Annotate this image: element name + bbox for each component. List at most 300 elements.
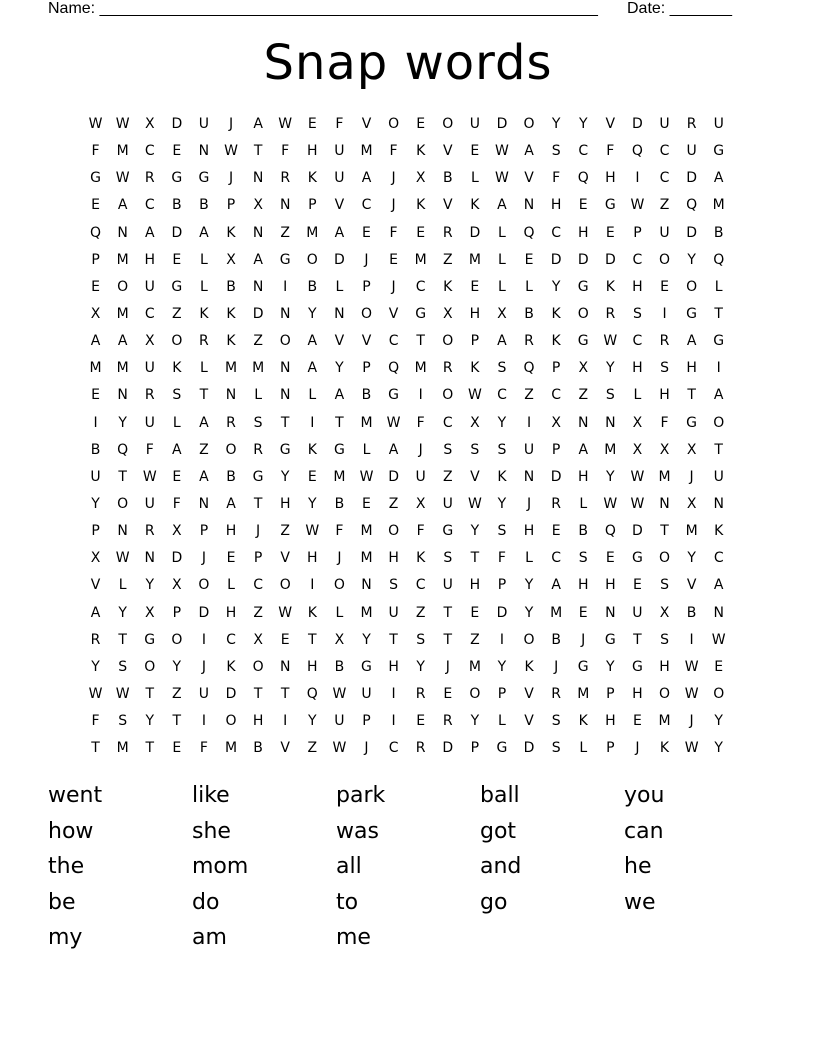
grid-letter: N: [577, 414, 589, 431]
grid-letter: W: [278, 116, 293, 132]
grid-letter: U: [713, 116, 724, 132]
grid-letter: J: [581, 631, 586, 648]
grid-letter: W: [630, 197, 645, 214]
grid-letter: G: [713, 333, 725, 350]
grid-letter: P: [91, 251, 100, 268]
grid-letter: O: [225, 441, 237, 458]
grid-letter: A: [90, 604, 101, 621]
grid-letter: X: [144, 333, 155, 350]
grid-letter: Y: [687, 251, 696, 268]
grid-letter: D: [632, 116, 643, 132]
grid-letter: R: [442, 360, 453, 377]
grid-letter: K: [524, 658, 534, 675]
grid-letter: H: [225, 523, 237, 540]
grid-letter: E: [91, 278, 100, 295]
grid-letter: T: [118, 468, 127, 485]
grid-letter: E: [307, 116, 317, 132]
grid-letter: D: [225, 685, 237, 702]
grid-letter: S: [443, 550, 453, 567]
grid-letter: N: [361, 577, 372, 594]
grid-letter: E: [660, 278, 669, 295]
grid-letter: Z: [659, 197, 670, 214]
grid-letter: M: [224, 740, 238, 757]
grid-letter: A: [334, 224, 345, 241]
grid-letter: F: [91, 713, 100, 730]
grid-letter: V: [90, 577, 101, 594]
grid-letter: U: [659, 224, 670, 241]
grid-letter: A: [713, 170, 724, 187]
grid-letter: N: [523, 197, 535, 214]
grid-letter: Y: [91, 658, 100, 675]
grid-letter: N: [279, 360, 291, 377]
grid-letter: B: [686, 604, 697, 621]
grid-letter: N: [659, 495, 670, 512]
grid-letter: X: [415, 495, 426, 512]
grid-letter: S: [443, 441, 453, 458]
grid-letter: Q: [388, 360, 400, 377]
grid-letter: Y: [145, 577, 155, 594]
grid-letter: O: [306, 251, 318, 268]
grid-letter: X: [686, 495, 697, 512]
grid-letter: W: [88, 116, 103, 132]
grid-letter: Y: [416, 658, 425, 675]
grid-letter: J: [391, 170, 396, 187]
grid-letter: T: [335, 414, 344, 431]
grid-letter: Y: [118, 604, 127, 621]
grid-letter: G: [279, 251, 291, 268]
grid-letter: G: [604, 197, 616, 214]
grid-letter: L: [525, 550, 533, 567]
grid-letter: C: [144, 143, 155, 160]
grid-letter: X: [442, 305, 453, 322]
word-bank-item: am: [192, 925, 227, 950]
grid-letter: C: [144, 197, 155, 214]
grid-letter: M: [658, 468, 671, 485]
word-bank-item: be: [48, 889, 76, 915]
grid-letter: Y: [308, 305, 317, 322]
grid-letter: A: [388, 441, 399, 458]
grid-letter: X: [253, 631, 263, 648]
grid-letter: K: [659, 740, 670, 757]
grid-letter: E: [578, 604, 588, 621]
grid-letter: A: [90, 333, 101, 350]
grid-letter: M: [577, 685, 590, 702]
grid-letter: F: [389, 224, 398, 241]
grid-letter: K: [172, 360, 182, 377]
grid-letter: U: [442, 495, 453, 512]
grid-letter: P: [470, 333, 480, 350]
grid-letter: M: [116, 740, 129, 757]
grid-letter: E: [470, 278, 480, 295]
grid-letter: U: [144, 495, 155, 512]
grid-letter: H: [388, 658, 399, 675]
grid-letter: E: [307, 468, 317, 485]
grid-letter: G: [604, 631, 616, 648]
word-bank-item: all: [336, 854, 362, 879]
grid-letter: S: [551, 740, 561, 757]
grid-letter: L: [200, 278, 208, 295]
grid-letter: P: [470, 740, 480, 757]
grid-letter: M: [360, 143, 373, 160]
grid-letter: E: [524, 251, 534, 268]
word-bank-item: me: [336, 925, 371, 950]
grid-letter: M: [360, 550, 373, 567]
grid-letter: C: [632, 251, 643, 268]
grid-letter: B: [307, 278, 318, 295]
grid-letter: H: [469, 577, 481, 594]
grid-letter: Y: [308, 495, 317, 512]
grid-letter: I: [662, 305, 667, 322]
grid-letter: U: [90, 468, 101, 485]
grid-letter: U: [144, 278, 155, 295]
grid-letter: E: [578, 197, 588, 214]
grid-letter: L: [633, 387, 642, 404]
grid-letter: Z: [172, 305, 182, 322]
grid-letter: A: [686, 333, 697, 350]
grid-letter: T: [199, 387, 209, 404]
grid-letter: Q: [523, 360, 535, 377]
grid-letter: V: [280, 740, 290, 757]
grid-letter: F: [91, 143, 100, 160]
grid-letter: Q: [604, 523, 616, 540]
grid-letter: E: [91, 387, 100, 404]
grid-letter: O: [442, 387, 454, 404]
grid-letter: Q: [523, 224, 535, 241]
grid-letter: J: [391, 197, 396, 214]
grid-letter: D: [496, 116, 508, 132]
grid-letter: L: [254, 387, 263, 404]
grid-letter: E: [172, 740, 182, 757]
grid-letter: N: [713, 495, 724, 512]
grid-letter: J: [554, 658, 559, 675]
grid-letter: G: [252, 468, 264, 485]
grid-letter: F: [552, 170, 561, 187]
grid-letter: O: [469, 685, 481, 702]
grid-letter: W: [684, 658, 699, 675]
grid-letter: R: [524, 333, 534, 350]
grid-letter: A: [172, 441, 182, 458]
grid-letter: B: [524, 305, 534, 322]
grid-letter: L: [579, 495, 588, 512]
grid-letter: M: [333, 468, 346, 485]
grid-letter: N: [252, 278, 264, 295]
grid-letter: S: [172, 387, 182, 404]
grid-letter: I: [201, 713, 206, 730]
grid-letter: Y: [335, 360, 344, 377]
grid-letter: V: [334, 333, 345, 350]
grid-letter: H: [632, 360, 643, 377]
grid-letter: H: [577, 468, 589, 485]
grid-letter: P: [551, 441, 561, 458]
grid-letter: I: [635, 170, 640, 187]
grid-letter: N: [279, 305, 291, 322]
grid-letter: U: [334, 713, 345, 730]
grid-letter: W: [603, 333, 618, 350]
grid-letter: S: [416, 631, 426, 648]
grid-letter: F: [416, 414, 425, 431]
grid-letter: V: [470, 468, 480, 485]
grid-letter: T: [443, 631, 453, 648]
grid-letter: F: [416, 523, 425, 540]
grid-letter: X: [90, 550, 101, 567]
grid-letter: F: [335, 116, 344, 132]
grid-letter: H: [144, 251, 155, 268]
grid-letter: A: [199, 414, 209, 431]
word-bank-item: we: [624, 889, 656, 915]
grid-letter: H: [388, 550, 399, 567]
grid-letter: G: [577, 658, 589, 675]
grid-letter: K: [578, 713, 588, 730]
grid-letter: H: [632, 685, 643, 702]
grid-letter: M: [116, 305, 129, 322]
grid-letter: W: [115, 116, 130, 132]
grid-letter: Y: [687, 550, 696, 567]
grid-letter: A: [199, 468, 209, 485]
grid-letter: H: [307, 550, 318, 567]
grid-letter: V: [442, 143, 453, 160]
grid-letter: L: [200, 360, 208, 377]
grid-letter: A: [253, 251, 263, 268]
word-bank-item: mom: [192, 854, 249, 879]
grid-letter: D: [171, 550, 183, 567]
grid-letter: A: [713, 387, 724, 404]
grid-letter: R: [442, 713, 453, 730]
grid-letter: E: [416, 224, 426, 241]
grid-letter: Y: [497, 658, 507, 675]
grid-letter: C: [415, 278, 426, 295]
grid-letter: R: [415, 740, 426, 757]
grid-letter: U: [523, 441, 535, 458]
grid-letter: F: [660, 414, 669, 431]
grid-letter: L: [200, 251, 208, 268]
grid-letter: O: [252, 658, 264, 675]
grid-letter: N: [198, 143, 210, 160]
grid-letter: P: [172, 604, 182, 621]
word-bank-item: got: [480, 818, 517, 844]
grid-letter: A: [117, 197, 128, 214]
grid-letter: T: [91, 740, 100, 757]
name-field-label: Name: ________________________________________________________: [48, 0, 598, 17]
grid-letter: K: [416, 143, 426, 160]
grid-letter: U: [442, 577, 453, 594]
grid-letter: C: [659, 170, 670, 187]
grid-letter: U: [334, 143, 345, 160]
grid-letter: M: [360, 523, 373, 540]
grid-letter: L: [335, 278, 344, 295]
word-bank-item: go: [480, 889, 508, 915]
grid-letter: J: [364, 251, 369, 268]
grid-letter: O: [659, 251, 671, 268]
grid-letter: Y: [714, 713, 723, 730]
grid-letter: Z: [199, 441, 209, 458]
grid-letter: X: [226, 251, 236, 268]
grid-letter: A: [307, 360, 318, 377]
grid-letter: Y: [524, 604, 534, 621]
grid-letter: F: [606, 143, 615, 160]
grid-letter: G: [279, 441, 291, 458]
grid-letter: E: [172, 143, 182, 160]
grid-letter: A: [144, 224, 155, 241]
grid-letter: T: [714, 305, 723, 322]
grid-letter: U: [144, 360, 155, 377]
grid-letter: O: [117, 278, 129, 295]
grid-letter: F: [145, 441, 154, 458]
grid-letter: D: [442, 740, 454, 757]
grid-letter: D: [604, 251, 616, 268]
word-bank-item: she: [192, 818, 231, 844]
grid-letter: C: [578, 143, 589, 160]
grid-letter: W: [142, 468, 157, 485]
grid-letter: O: [117, 495, 129, 512]
grid-letter: A: [307, 333, 318, 350]
grid-letter: D: [632, 523, 643, 540]
grid-letter: U: [334, 170, 345, 187]
grid-letter: W: [467, 387, 482, 404]
grid-letter: O: [279, 577, 291, 594]
grid-letter: E: [362, 495, 371, 512]
grid-letter: J: [526, 495, 532, 512]
grid-letter: Y: [606, 468, 615, 485]
grid-letter: C: [497, 387, 507, 404]
grid-letter: Z: [388, 495, 399, 512]
grid-letter: F: [199, 740, 208, 757]
grid-letter: R: [280, 170, 291, 187]
grid-letter: K: [605, 278, 615, 295]
grid-letter: C: [551, 387, 562, 404]
grid-letter: C: [144, 305, 155, 322]
grid-letter: W: [278, 604, 293, 621]
grid-letter: Y: [172, 658, 182, 675]
grid-letter: E: [416, 116, 426, 132]
grid-letter: G: [442, 523, 454, 540]
grid-letter: E: [91, 197, 100, 214]
grid-letter: W: [684, 685, 699, 702]
grid-letter: I: [310, 577, 315, 594]
grid-letter: K: [199, 305, 209, 322]
grid-letter: E: [172, 251, 182, 268]
grid-letter: B: [578, 523, 589, 540]
grid-letter: H: [605, 577, 616, 594]
grid-letter: M: [414, 360, 427, 377]
grid-letter: G: [171, 170, 183, 187]
grid-letter: O: [333, 577, 345, 594]
grid-letter: E: [605, 224, 615, 241]
word-bank-item: can: [624, 818, 664, 844]
grid-letter: T: [389, 631, 398, 648]
grid-letter: L: [714, 278, 723, 295]
grid-letter: S: [660, 577, 669, 594]
grid-letter: O: [360, 305, 372, 322]
grid-letter: T: [687, 387, 696, 404]
grid-letter: J: [391, 278, 396, 295]
grid-letter: W: [305, 523, 320, 540]
grid-letter: U: [198, 116, 210, 132]
grid-letter: S: [660, 631, 669, 648]
grid-letter: Z: [253, 604, 263, 621]
grid-letter: P: [497, 577, 507, 594]
grid-letter: E: [416, 713, 426, 730]
grid-letter: T: [118, 631, 127, 648]
grid-letter: B: [713, 224, 724, 241]
page-title: Snap words: [263, 35, 553, 91]
grid-letter: A: [226, 495, 236, 512]
grid-letter: D: [198, 604, 210, 621]
grid-letter: H: [252, 713, 264, 730]
grid-letter: I: [526, 414, 532, 431]
grid-letter: J: [635, 740, 640, 757]
grid-letter: Q: [577, 170, 589, 187]
grid-letter: W: [495, 143, 509, 160]
grid-letter: O: [171, 631, 183, 648]
grid-letter: X: [90, 305, 101, 322]
grid-letter: P: [91, 523, 100, 540]
grid-letter: Q: [90, 224, 102, 241]
grid-letter: L: [525, 278, 533, 295]
grid-letter: T: [280, 685, 290, 702]
grid-letter: C: [713, 550, 724, 567]
grid-letter: N: [523, 468, 535, 485]
grid-letter: Y: [606, 658, 615, 675]
grid-letter: E: [172, 468, 182, 485]
grid-letter: M: [306, 224, 319, 241]
grid-letter: M: [252, 360, 265, 377]
grid-letter: Z: [307, 740, 318, 757]
grid-letter: X: [144, 604, 155, 621]
grid-letter: N: [713, 604, 724, 621]
grid-letter: K: [226, 305, 236, 322]
grid-letter: O: [577, 305, 589, 322]
grid-letter: E: [280, 631, 290, 648]
grid-letter: P: [308, 197, 317, 214]
grid-letter: H: [605, 170, 616, 187]
grid-letter: N: [605, 604, 616, 621]
grid-letter: H: [605, 713, 616, 730]
grid-letter: R: [551, 495, 561, 512]
grid-letter: V: [524, 685, 534, 702]
grid-letter: N: [279, 197, 291, 214]
grid-letter: N: [252, 170, 264, 187]
grid-letter: A: [713, 577, 724, 594]
grid-letter: H: [550, 197, 562, 214]
grid-letter: M: [468, 251, 481, 268]
grid-letter: O: [686, 278, 698, 295]
grid-letter: B: [226, 468, 236, 485]
grid-letter: E: [632, 577, 642, 594]
grid-letter: Y: [714, 740, 723, 757]
grid-letter: T: [253, 495, 263, 512]
grid-letter: V: [280, 550, 290, 567]
grid-letter: E: [443, 685, 453, 702]
grid-letter: O: [659, 550, 671, 567]
grid-letter: E: [605, 550, 615, 567]
grid-letter: N: [279, 387, 291, 404]
grid-letter: D: [550, 251, 562, 268]
grid-letter: L: [470, 170, 479, 187]
grid-letter: V: [605, 116, 616, 132]
grid-letter: I: [689, 631, 694, 648]
grid-letter: M: [116, 143, 129, 160]
grid-letter: W: [115, 550, 130, 567]
grid-letter: O: [713, 685, 725, 702]
grid-letter: A: [551, 577, 561, 594]
grid-letter: X: [686, 441, 697, 458]
grid-letter: M: [116, 360, 129, 377]
grid-letter: Y: [551, 278, 561, 295]
grid-letter: W: [467, 495, 482, 512]
grid-letter: Q: [631, 143, 643, 160]
grid-letter: M: [414, 251, 427, 268]
grid-letter: J: [228, 170, 234, 187]
